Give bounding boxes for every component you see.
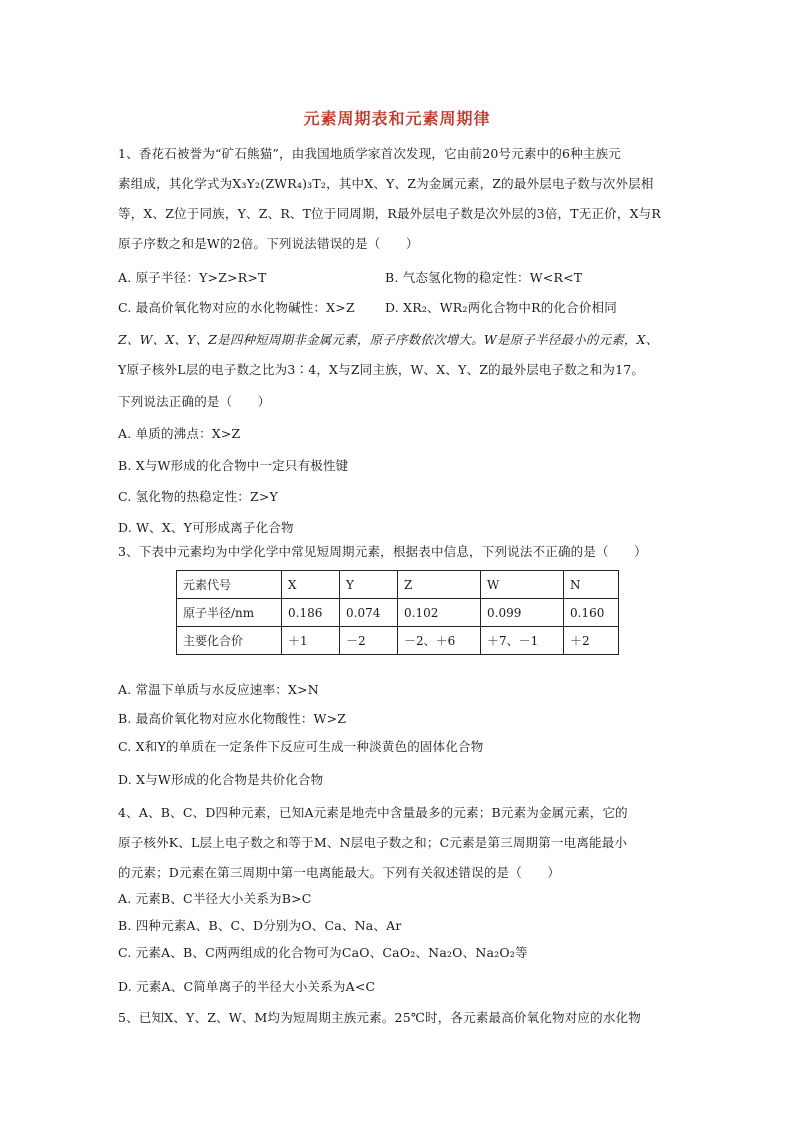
table-cell: ＋2 bbox=[564, 627, 619, 655]
q4-option-d: D. 元素A、C简单离子的半径大小关系为A<C bbox=[118, 979, 376, 994]
table-cell: 0.160 bbox=[564, 599, 619, 627]
table-cell: Z bbox=[398, 571, 481, 599]
table-cell: 元素代号 bbox=[177, 571, 282, 599]
q1-option-d: D. XR₂、WR₂两化合物中R的化合价相同 bbox=[385, 300, 617, 315]
element-data-table bbox=[176, 570, 619, 655]
q1-stem-line-1: 1、香花石被誉为“矿石熊猫”，由我国地质学家首次发现，它由前20号元素中的6种主族元 bbox=[118, 146, 621, 161]
table-cell: 原子半径/nm bbox=[177, 599, 282, 627]
q5-stem-line-1: 5、已知X、Y、Z、W、M均为短周期主族元素。25℃时，各元素最高价氧化物对应的水化物 bbox=[118, 1010, 641, 1025]
q1-option-b: B. 气态氢化物的稳定性：W<R<T bbox=[385, 270, 583, 285]
q4-option-a: A. 元素B、C半径大小关系为B>C bbox=[118, 891, 312, 906]
table-row bbox=[177, 599, 619, 627]
q3-option-c: C. X和Y的单质在一定条件下反应可生成一种淡黄色的固体化合物 bbox=[118, 739, 484, 754]
q2-option-c: C. 氢化物的热稳定性：Z>Y bbox=[118, 489, 278, 504]
q1-stem-line-2: 素组成，其化学式为X₃Y₂(ZWR₄)₃T₂，其中X、Y、Z为金属元素，Z的最外层电子数与次外层相 bbox=[118, 176, 654, 191]
table-cell: W bbox=[481, 571, 564, 599]
table-cell: 0.099 bbox=[481, 599, 564, 627]
q2-stem-line-3: 下列说法正确的是（ ） bbox=[118, 394, 271, 409]
q3-option-b: B. 最高价氧化物对应水化物酸性：W>Z bbox=[118, 711, 347, 726]
q4-stem-line-2: 原子核外K、L层上电子数之和等于M、N层电子数之和；C元素是第三周期第一电离能最小 bbox=[118, 835, 628, 850]
q4-stem-line-3: 的元素；D元素在第三周期中第一电离能最大。下列有关叙述错误的是（ ） bbox=[118, 865, 561, 880]
q1-stem-line-3: 等，X、Z位于同族，Y、Z、R、T位于同周期，R最外层电子数是次外层的3倍，T无正价，X与R bbox=[118, 206, 661, 221]
table-cell: Y bbox=[340, 571, 398, 599]
table-cell: －2、＋6 bbox=[398, 627, 481, 655]
table-row bbox=[177, 571, 619, 599]
q2-option-b: B. X与W形成的化合物中一定只有极性键 bbox=[118, 458, 349, 473]
q2-stem-line-1: Z、W、X、Y、Z是四种短周期非金属元素，原子序数依次增大。W是原子半径最小的元素，X、 bbox=[118, 332, 659, 347]
q2-option-a: A. 单质的沸点：X>Z bbox=[118, 426, 241, 441]
q3-option-d: D. X与W形成的化合物是共价化合物 bbox=[118, 772, 324, 787]
table-cell: －2 bbox=[340, 627, 398, 655]
table-cell: 0.102 bbox=[398, 599, 481, 627]
table-cell: 0.186 bbox=[282, 599, 340, 627]
q1-stem-line-4: 原子序数之和是W的2倍。下列说法错误的是（ ） bbox=[118, 236, 419, 251]
q1-option-c: C. 最高价氧化物对应的水化物碱性：X>Z bbox=[118, 300, 355, 315]
table-cell: ＋7、－1 bbox=[481, 627, 564, 655]
q3-option-a: A. 常温下单质与水反应速率：X>N bbox=[118, 682, 319, 697]
q3-stem-line-1: 3、下表中元素均为中学化学中常见短周期元素，根据表中信息，下列说法不正确的是（ ） bbox=[118, 544, 647, 559]
table-cell: ＋1 bbox=[282, 627, 340, 655]
table-cell: 主要化合价 bbox=[177, 627, 282, 655]
q1-option-a: A. 原子半径：Y>Z>R>T bbox=[118, 270, 267, 285]
page-title: 元素周期表和元素周期律 bbox=[303, 109, 491, 128]
table-row bbox=[177, 627, 619, 655]
q2-stem-line-2: Y原子核外L层的电子数之比为3∶4，X与Z同主族，W、X、Y、Z的最外层电子数之和为17。 bbox=[118, 362, 645, 377]
q4-stem-line-1: 4、A、B、C、D四种元素，已知A元素是地壳中含量最多的元素；B元素为金属元素，它的 bbox=[118, 805, 628, 820]
q4-option-b: B. 四种元素A、B、C、D分别为O、Ca、Na、Ar bbox=[118, 918, 402, 933]
table-cell: N bbox=[564, 571, 619, 599]
q2-option-d: D. W、X、Y可形成离子化合物 bbox=[118, 520, 294, 535]
table-cell: 0.074 bbox=[340, 599, 398, 627]
table-cell: X bbox=[282, 571, 340, 599]
q4-option-c: C. 元素A、B、C两两组成的化合物可为CaO、CaO₂、Na₂O、Na₂O₂等 bbox=[118, 945, 528, 960]
